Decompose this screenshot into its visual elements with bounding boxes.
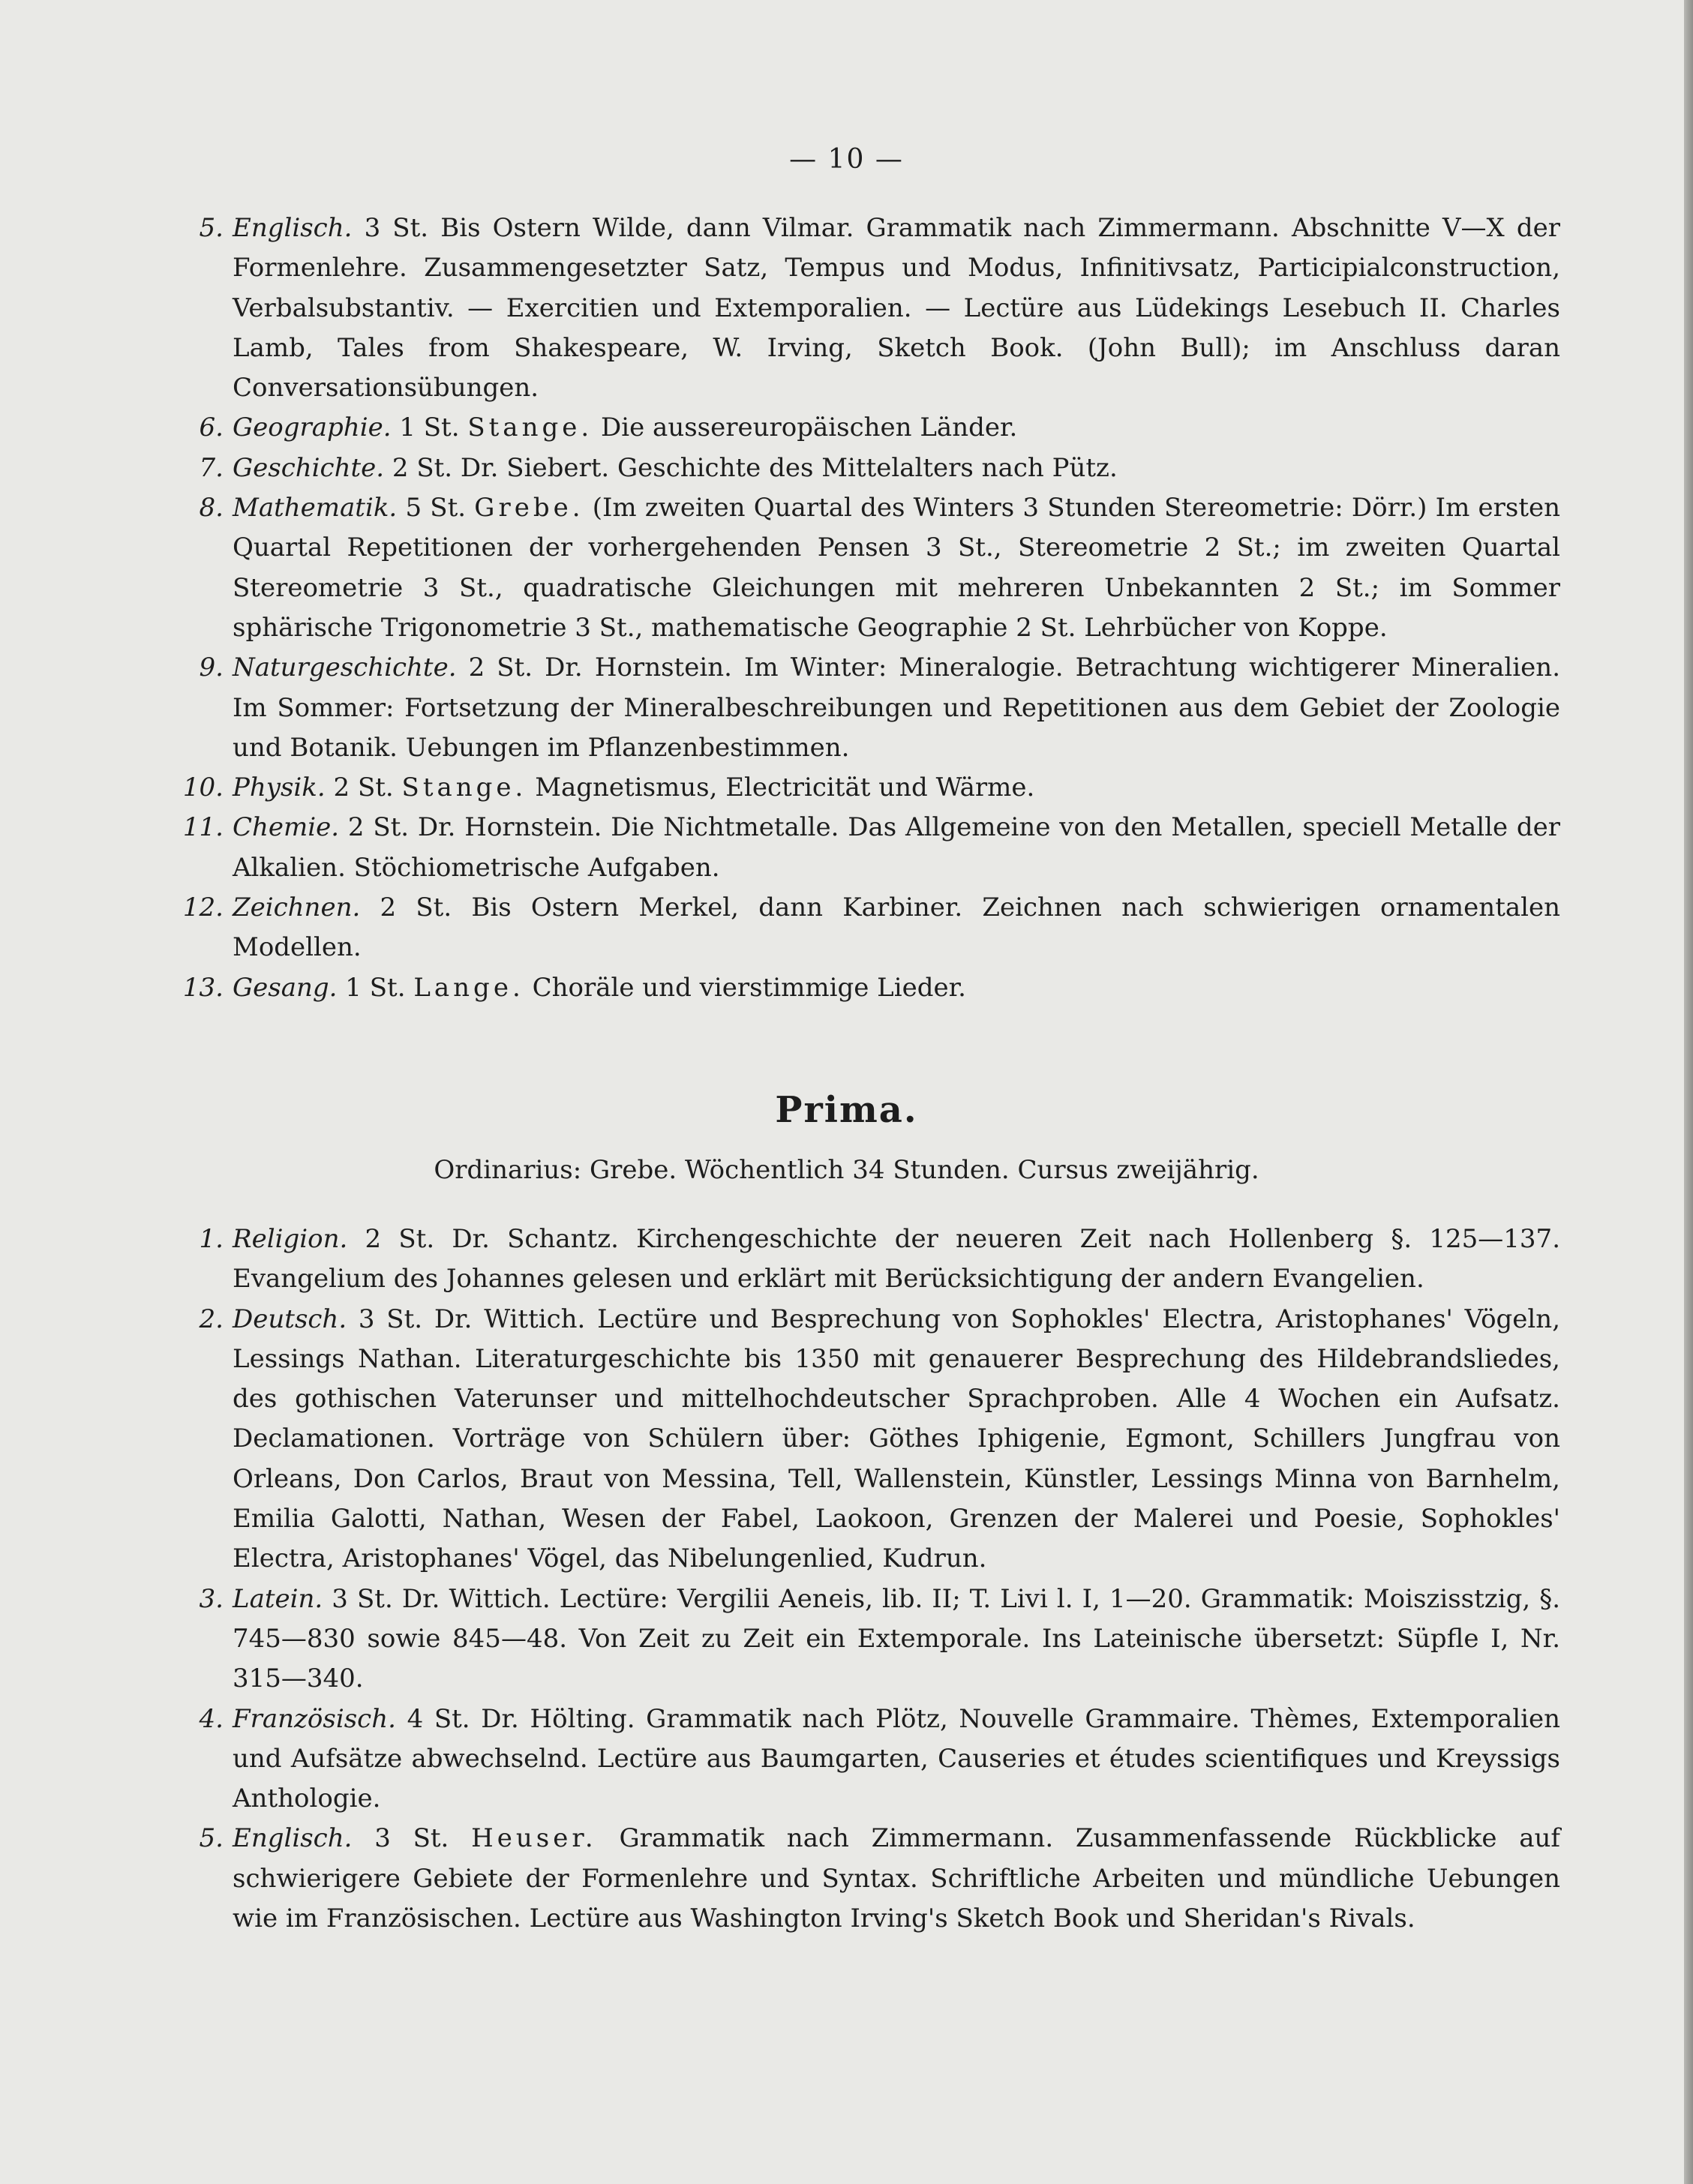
item-hours: 1 St. bbox=[399, 412, 460, 443]
item-number: 8. bbox=[199, 493, 224, 524]
item-hours: 2 St. bbox=[392, 452, 453, 483]
item-teacher: Heuser. bbox=[471, 1823, 597, 1854]
item-subject: Gesang. bbox=[233, 972, 338, 1003]
item-number: 1. bbox=[199, 1224, 224, 1254]
item-hours: 2 St. bbox=[468, 652, 533, 683]
item-hours: 3 St. bbox=[358, 1304, 423, 1334]
item-teacher: Dr. Wittich. bbox=[434, 1304, 586, 1334]
item-subject: Englisch. bbox=[233, 213, 353, 243]
item-text: Geschichte des Mittelalters nach Pütz. bbox=[617, 452, 1118, 483]
item-subject: Geographie. bbox=[233, 412, 392, 443]
item-subject: Latein. bbox=[233, 1583, 323, 1614]
item-hours: 2 St. bbox=[365, 1224, 435, 1254]
item-number: 6. bbox=[199, 412, 224, 443]
item-hours: 2 St. bbox=[333, 772, 394, 803]
list-item bbox=[165, 408, 1560, 448]
list-item bbox=[165, 1700, 1560, 1820]
list-item bbox=[165, 488, 1560, 648]
item-text: Kirchengeschichte der neueren Zeit nach Hollenberg §. 125—137. Evangelium des Johannes gelesen und erklärt mit Berücksichtigung der andern Evangelien. bbox=[233, 1224, 1560, 1294]
item-text: Bis Ostern Wilde, dann Vilmar. Grammatik nach Zimmermann. Abschnitte V—X der Formenlehre. Zusammengesetzter Satz, Tempus und Modus, Infinitivsatz, Participialconstruction, Verbalsubstantiv. — Exercitien und Extemporalien. — Lectüre aus Lüdekings Lesebuch II. Charles Lamb, Tales from Shakespeare, W. Irving, Sketch Book. (John Bull); im Anschluss daran Conversationsübungen. bbox=[233, 213, 1561, 404]
item-hours: 5 St. bbox=[405, 493, 467, 524]
list-item bbox=[165, 648, 1560, 768]
item-text: Grammatik nach Zimmermann. Zusammenfassende Rückblicke auf schwierigere Gebiete der Formenlehre und Syntax. Schriftliche Arbeiten und mündliche Uebungen wie im Französischen. Lectüre aus Washington Irving's Sketch Book und Sheridan's Rivals. bbox=[233, 1823, 1560, 1934]
section-subheading: Ordinarius: Grebe. Wöchentlich 34 Stunden. Cursus zweijährig. bbox=[434, 1155, 1259, 1185]
item-subject: Religion. bbox=[233, 1224, 348, 1254]
item-teacher: Dr. Wittich. bbox=[401, 1583, 551, 1614]
item-subject: Französisch. bbox=[233, 1703, 396, 1734]
item-teacher: Grebe. bbox=[474, 493, 584, 524]
item-text: Die aussereuropäischen Länder. bbox=[600, 412, 1018, 443]
item-teacher: Lange. bbox=[413, 972, 524, 1003]
item-teacher: Dr. Hornstein. bbox=[417, 812, 602, 843]
item-teacher: Stange. bbox=[401, 772, 527, 803]
list-item bbox=[165, 768, 1560, 808]
item-teacher: Dr. Siebert. bbox=[460, 452, 610, 483]
item-teacher: Dr. Hornstein. bbox=[545, 652, 732, 683]
item-hours: 3 St. bbox=[374, 1823, 449, 1854]
item-text: Lectüre und Besprechung von Sophokles' Electra, Aristophanes' Vögeln, Lessings Nathan. Literaturgeschichte bis 1350 mit genauerer Besprechung des Hildebrandsliedes, des gothischen Vaterunser und mittelhochdeutscher Sprachproben. Alle 4 Wochen ein Aufsatz. Declamationen. Vorträge von Schülern über: Göthes Iphigenie, Egmont, Schillers Jungfrau von Orleans, Don Carlos, Braut von Messina, Tell, Wallenstein, Künstler, Lessings Minna von Barnhelm, Emilia Galotti, Nathan, Wesen der Fabel, Laokoon, Grenzen der Malerei und Poesie, Sophokles' Electra, Aristophanes' Vögel, das Nibelungenlied, Kudrun. bbox=[233, 1304, 1561, 1574]
item-hours: 2 St. bbox=[380, 892, 452, 923]
list-item bbox=[165, 888, 1560, 968]
item-subject: Physik. bbox=[233, 772, 326, 803]
item-hours: 3 St. bbox=[332, 1583, 393, 1614]
item-number: 5. bbox=[199, 213, 224, 243]
list-item bbox=[165, 1220, 1560, 1300]
sekunda-list bbox=[165, 208, 1560, 1008]
item-subject: Naturgeschichte. bbox=[233, 652, 457, 683]
list-item bbox=[165, 808, 1560, 888]
item-text: Bis Ostern Merkel, dann Karbiner. Zeichnen nach schwierigen ornamentalen Modellen. bbox=[233, 892, 1561, 963]
item-hours: 2 St. bbox=[347, 812, 410, 843]
item-subject: Geschichte. bbox=[233, 452, 385, 483]
item-text: Magnetismus, Electricität und Wärme. bbox=[535, 772, 1035, 803]
item-teacher: Dr. Schantz. bbox=[452, 1224, 619, 1254]
item-number: 7. bbox=[199, 452, 224, 483]
item-number: 5. bbox=[199, 1823, 224, 1854]
item-hours: 1 St. bbox=[345, 972, 406, 1003]
item-number: 13. bbox=[182, 972, 224, 1003]
item-text: Lectüre: Vergilii Aeneis, lib. II; T. Livi l. I, 1—20. Grammatik: Moiszisstzig, §. 745—830 sowie 845—48. Von Zeit zu Zeit ein Extemporale. Ins Lateinische übersetzt: Süpfle I, Nr. 315—340. bbox=[233, 1583, 1561, 1694]
item-text: Im Winter: Mineralogie. Betrachtung wichtigerer Mineralien. Im Sommer: Fortsetzung der Mineralbeschreibungen und Repetitionen aus dem Gebiet der Zoologie und Botanik. Uebungen im Pflanzenbestimmen. bbox=[233, 652, 1561, 763]
list-item bbox=[165, 1580, 1560, 1700]
item-hours: 4 St. bbox=[407, 1703, 470, 1734]
item-teacher: Stange. bbox=[467, 412, 593, 443]
list-item bbox=[165, 968, 1560, 1008]
item-text: Die Nichtmetalle. Das Allgemeine von den Metallen, speciell Metalle der Alkalien. Stöchiometrische Aufgaben. bbox=[233, 812, 1561, 883]
item-teacher: Dr. Hölting. bbox=[481, 1703, 635, 1734]
item-hours: 3 St. bbox=[364, 213, 429, 243]
page-number: — 10 — bbox=[789, 144, 904, 175]
list-item bbox=[165, 1300, 1560, 1580]
section-heading: Prima. bbox=[775, 1089, 918, 1131]
prima-list bbox=[165, 1220, 1560, 1939]
item-subject: Deutsch. bbox=[233, 1304, 347, 1334]
item-subject: Englisch. bbox=[233, 1823, 353, 1854]
list-item bbox=[165, 448, 1560, 488]
item-text: Grammatik nach Plötz, Nouvelle Grammaire. Thèmes, Extemporalien und Aufsätze abwechselnd. Lectüre aus Baumgarten, Causeries et études scientifiques und Kreyssigs Anthologie. bbox=[233, 1703, 1561, 1814]
item-number: 12. bbox=[182, 892, 224, 923]
item-number: 11. bbox=[182, 812, 224, 843]
item-number: 2. bbox=[199, 1304, 224, 1334]
item-subject: Zeichnen. bbox=[233, 892, 361, 923]
list-item bbox=[165, 1819, 1560, 1939]
item-number: 4. bbox=[199, 1703, 224, 1734]
item-subject: Chemie. bbox=[233, 812, 340, 843]
list-item bbox=[165, 208, 1560, 408]
item-number: 3. bbox=[199, 1583, 224, 1614]
item-subject: Mathematik. bbox=[233, 493, 398, 524]
item-number: 9. bbox=[199, 652, 224, 683]
item-number: 10. bbox=[182, 772, 224, 803]
item-text: (Im zweiten Quartal des Winters 3 Stunden Stereometrie: Dörr.) Im ersten Quartal Repetitionen der vorhergehenden Pensen 3 St., Stereometrie 2 St.; im zweiten Quartal Stereometrie 3 St., quadratische Gleichungen mit mehreren Unbekannten 2 St.; im Sommer sphärische Trigonometrie 3 St., mathematische Geographie 2 St. Lehrbücher von Koppe. bbox=[233, 493, 1561, 643]
item-text: Choräle und vierstimmige Lieder. bbox=[532, 972, 966, 1003]
